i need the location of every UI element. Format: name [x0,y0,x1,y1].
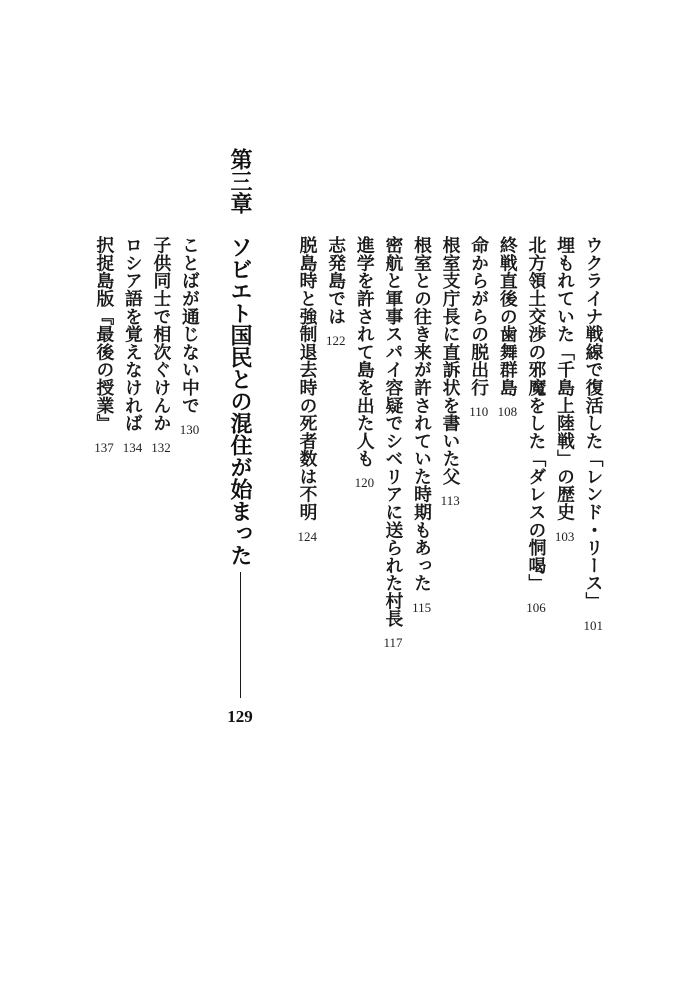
leader-line [240,572,241,698]
toc-entry [492,236,522,418]
toc-entry-page: 115 [412,599,432,615]
toc-entry-page: 108 [497,404,518,420]
toc-entry-page: 134 [122,439,143,455]
toc-entry [578,236,608,632]
toc-entry-title: 終戦直後の歯舞群島 [497,236,519,397]
toc-entry [118,236,148,454]
toc-entry [321,236,351,347]
chapter-heading [225,236,255,725]
toc-entry-page: 137 [94,439,114,455]
toc-entry [435,236,465,507]
toc-entry-title: 根室支庁長に直訴状を書いた父 [440,236,462,486]
toc-entry-page: 113 [440,493,460,509]
toc-entry-page: 103 [554,528,575,544]
toc-entry-page: 120 [354,475,375,491]
toc-entry-title: 密航と軍事スパイ容疑でシベリアに送られた村長 [382,236,404,628]
toc-entry-title: ロシア語を覚えなければ [122,236,144,432]
toc-entry-title: 根室との往き来が許されていた時期もあった [411,236,433,592]
toc-entry-title: 埋もれていた「千島上陸戦」の歴史 [554,236,576,521]
toc-entry-page: 122 [326,332,346,348]
chapter-title: ソビエト国民との混住が始まった [227,236,253,566]
toc-entry [407,236,437,614]
toc-entry [175,236,205,436]
toc-entry-title: 命からがらの脱出行 [468,236,490,397]
toc-entry [146,236,176,454]
toc-entry-page: 101 [583,617,603,633]
chapter-label: 第三章 [227,148,253,214]
toc-entry-title: 子供同士で相次ぐけんか [150,236,172,432]
toc-entry-page: 124 [297,528,317,544]
toc-entry-title: ウクライナ戦線で復活した「レンド・リース」 [583,236,605,610]
toc-entry-page: 117 [383,635,403,651]
toc-entry-title: 志発島では [325,236,347,325]
toc-entry [521,236,551,614]
toc-entry-page: 130 [179,421,200,437]
toc-entry-page: 110 [469,404,489,420]
toc-entry [378,236,408,649]
chapter-page-number: 129 [227,707,253,726]
toc-entry [550,236,580,543]
toc-entry-page: 132 [151,439,171,455]
toc-entry-title: ことばが通じない中で [179,236,201,414]
toc-entry [89,236,119,454]
toc-entry [464,236,494,418]
toc-entry [349,236,379,489]
toc-entry-title: 脱島時と強制退去時の死者数は不明 [297,236,319,521]
toc-entry-page: 106 [526,599,546,615]
toc-entry [292,236,322,543]
toc-entry-title: 北方領土交渉の邪魔をした「ダレスの恫喝」 [525,236,547,592]
toc-entry-title: 択捉島版『最後の授業』 [93,236,115,432]
toc-entry-title: 進学を許されて島を出た人も [354,236,376,468]
